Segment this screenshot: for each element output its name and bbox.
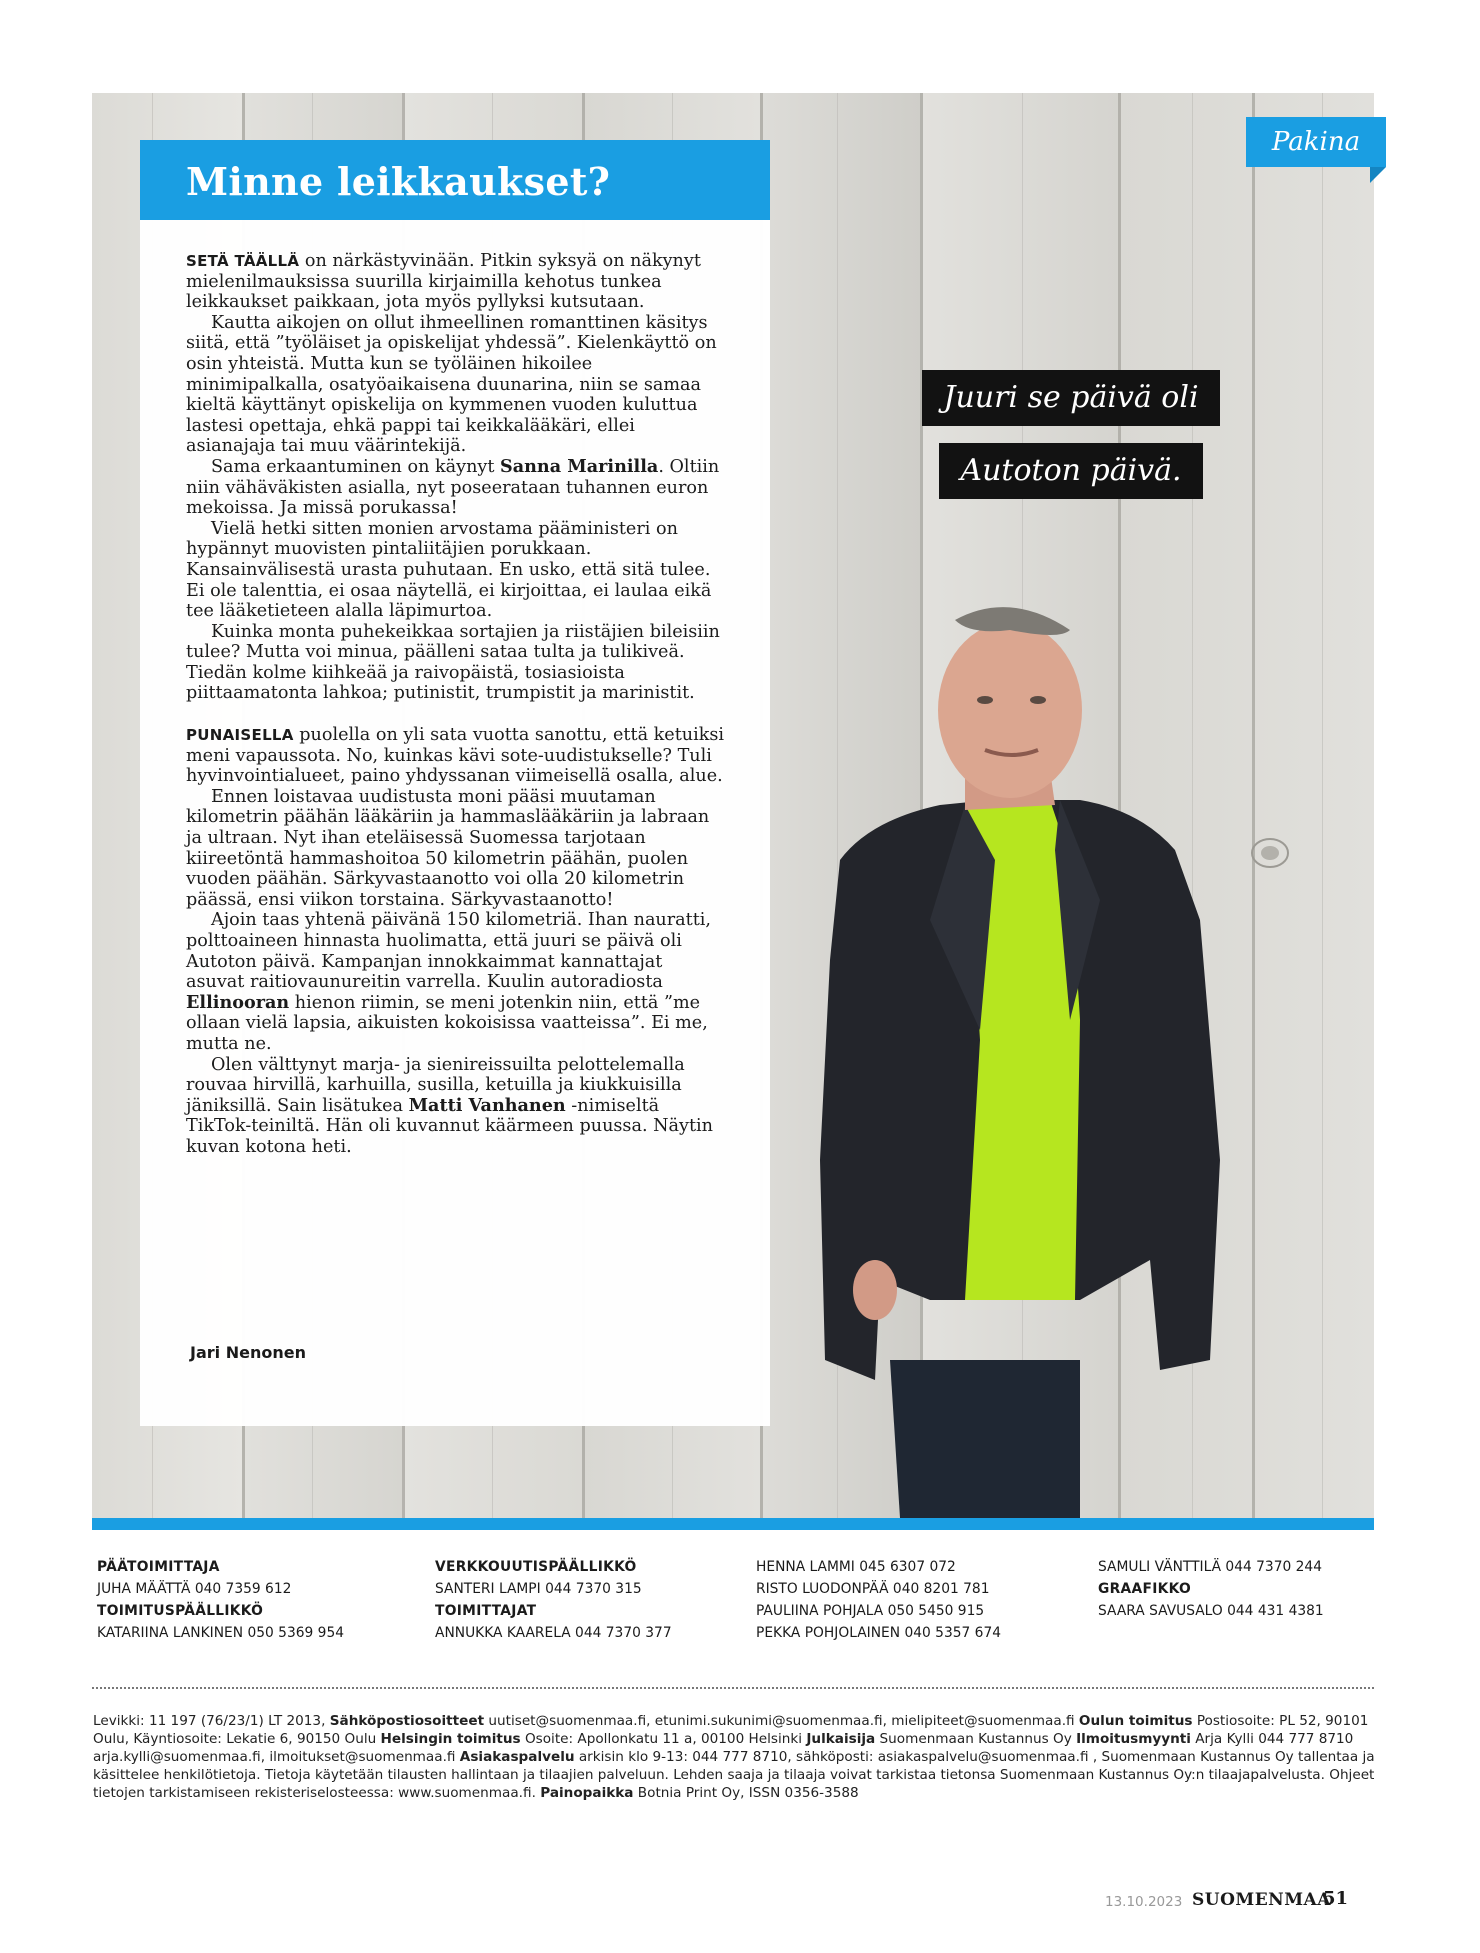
imprint: Levikki: 11 197 (76/23/1) LT 2013, Sähköpostiosoitteet uutiset@suomenmaa.fi, etunimi.sukunimi@suomenmaa.fi, mielipiteet@suomenmaa.fi Oulun toimitus Postiosoite: PL 52, 90101 Oulu, Käyntiosoite: Lekatie 6, 90150 Oulu Helsingin toimitus Osoite: Apollonkatu 11 a, 00100 Helsinki Julkaisija Suomenmaan Kustannus Oy Ilmoitusmyynti Arja Kylli 044 777 8710 arja.kylli@suomenmaa.fi, ilmoitukset@suomenmaa.fi Asiakaspalvelu arkisin klo 9-13: 044 777 8710, sähköposti: asiakaspalvelu@suomenmaa.fi , Suomenmaan Kustannus Oy tallentaa ja käsittelee henkilötietoja. Tietoja käytetään tilausten hallintaan ja tilaajien palveluun. Lehden saaja ja tilaaja voivat tarkistaa tietonsa Suomenmaan Kustannus Oy:n tilaajapalvelusta. Ohjeet tietojen tarkistamiseen rekisteriselosteessa: www.suomenmaa.fi. Painopaikka Botnia Print Oy, ISSN 0356-3588 (93, 1713, 1375, 1801)
section-tag: Pakina (1246, 117, 1386, 167)
person-name: Ellinooran (186, 991, 290, 1013)
dotted-divider (92, 1687, 1374, 1689)
paragraph: Olen välttynyt marja- ja sienireissuilta pelottelemalla rouvaa hirvillä, karhuilla, susilla, ketuilla ja kiukkuisilla jäniksillä. Sain lisätukea Matti Vanhanen -nimiseltä TikTok-teiniltä. Hän oli kuvannut käärmeen puussa. Näytin kuvan kotona heti. (186, 1054, 713, 1157)
paragraph: Kuinka monta puhekeikkaa sortajien ja riistäjien bileisiin tulee? Mutta voi minua, päälleni sataa tulta ja tulikiveä. Tiedän kolme kiihkeää ja raivopäistä, tosiasioista piittaamatonta lahkoa; putinistit, trumpistit ja marinistit. (186, 621, 720, 704)
article-body (186, 251, 726, 1158)
lead-in: PUNAISELLA (186, 726, 294, 745)
staff-line: SAMULI VÄNTTILÄ 044 7370 244 (1098, 1559, 1322, 1575)
person-name: Sanna Marinilla (500, 455, 659, 477)
paragraph: Vielä hetki sitten monien arvostama pääministeri on hypännyt muovisten pintaliitäjien porukkaan. Kansainvälisestä urasta puhutaan. En usko, että sitä tulee. Ei ole talenttia, ei osaa näytellä, ei kirjoittaa, ei laulaa eikä tee lääketieteen alalla läpimurtoa. (186, 518, 712, 622)
staff-line: KATARIINA LANKINEN 050 5369 954 (97, 1625, 345, 1641)
wood-knot (1245, 833, 1295, 873)
staff-line: SAARA SAVUSALO 044 431 4381 (1098, 1603, 1324, 1619)
paragraph: Kautta aikojen on ollut ihmeellinen romanttinen käsitys siitä, että ”työläiset ja opiskelijat yhdessä”. Kielenkäyttö on osin yhteistä. Mutta kun se työläinen hikoilee minimipalkalla, osatyöaikaisena duunarina, niin se samaa kieltä käyttänyt opiskelija on kymmenen vuoden kuluttua lastesi opettaja, ehkä pappi tai keikkalääkäri, ellei asianajaja tai muu väärintekijä. (186, 312, 717, 457)
staff-line: PÄÄTOIMITTAJA (97, 1559, 220, 1575)
staff-line: JUHA MÄÄTTÄ 040 7359 612 (97, 1581, 292, 1597)
author-byline: Jari Nenonen (190, 1343, 306, 1362)
staff-line: VERKKOUUTISPÄÄLLIKKÖ (435, 1559, 637, 1575)
staff-line: PEKKA POHJOLAINEN 040 5357 674 (756, 1625, 1002, 1641)
staff-line: ANNUKKA KAARELA 044 7370 377 (435, 1625, 672, 1641)
columnist-photo (780, 600, 1240, 1518)
staff-line: SANTERI LAMPI 044 7370 315 (435, 1581, 642, 1597)
publication-name: SUOMENMAA (1192, 1890, 1331, 1910)
staff-column-2 (435, 1556, 755, 1644)
paragraph: Sama erkaantuminen on käynyt Sanna Marinilla. Oltiin niin vähäväkisten asialla, nyt poseerataan tuhannen euron mekoissa. Ja missä porukassa! (186, 455, 720, 519)
section-tag-fold (1370, 167, 1386, 183)
staff-line: HENNA LAMMI 045 6307 072 (756, 1559, 956, 1575)
staff-line: RISTO LUODONPÄÄ 040 8201 781 (756, 1581, 990, 1597)
staff-line: TOIMITUSPÄÄLLIKKÖ (97, 1603, 264, 1619)
article-title: Minne leikkaukset? (186, 159, 611, 204)
pull-quote-line-2: Autoton päivä. (939, 443, 1203, 499)
lead-in: SETÄ TÄÄLLÄ (186, 252, 300, 270)
staff-column-3 (756, 1556, 1076, 1644)
person-name: Matti Vanhanen (408, 1094, 566, 1116)
staff-column-1 (97, 1556, 417, 1644)
pull-quote-line-1: Juuri se päivä oli (922, 370, 1220, 426)
staff-line: TOIMITTAJAT (435, 1603, 537, 1619)
staff-line: GRAAFIKKO (1098, 1581, 1192, 1597)
paragraph: SETÄ TÄÄLLÄ on närkästyvinään. Pitkin syksyä on näkynyt mielenilmauksissa suurilla kirjaimilla kehotus tunkea leikkaukset paikkaan, jota myös pyllyksi kutsutaan. (186, 251, 701, 313)
staff-column-4 (1098, 1556, 1378, 1622)
issue-date: 13.10.2023 (1105, 1894, 1183, 1910)
blue-divider (92, 1518, 1374, 1530)
paragraph: Ennen loistavaa uudistusta moni pääsi muutaman kilometrin päähän lääkäriin ja hammaslääkäriin ja labraan ja ultraan. Nyt ihan eteläisessä Suomessa tarjotaan kiireetöntä hammashoitoa 50 kilometrin päähän, puolen vuoden päähän. Särkyvastaanotto voi olla 20 kilometrin päässä, ensi viikon torstaina. Särkyvastaanotto! (186, 786, 710, 910)
page-number: 51 (1323, 1888, 1349, 1909)
staff-line: PAULIINA POHJALA 050 5450 915 (756, 1603, 985, 1619)
paragraph: PUNAISELLA puolella on yli sata vuotta sanottu, että ketuiksi meni vapaussota. No, kuinkas kävi sote-uudistukselle? Tuli hyvinvointialueet, paino yhdyssanan viimeisellä osalla, alue. (186, 725, 725, 787)
paragraph: Ajoin taas yhtenä päivänä 150 kilometriä. Ihan nauratti, polttoaineen hinnasta huolimatta, että juuri se päivä oli Autoton päivä. Kampanjan innokkaimmat kannattajat asuvat raitiovaunureitin varrella. Kuulin autoradiosta Ellinooran hienon riimin, se meni jotenkin niin, että ”me ollaan vielä lapsia, aikuisten kokoisissa vaatteissa”. Ei me, mutta ne. (186, 910, 712, 1054)
